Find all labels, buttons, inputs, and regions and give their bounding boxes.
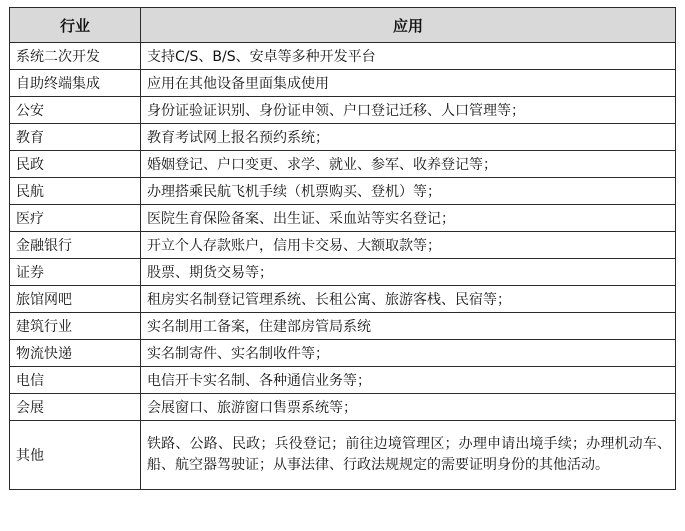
table-row xyxy=(10,313,676,340)
table-row xyxy=(10,340,676,367)
industry-cell: 建筑行业 xyxy=(10,313,141,340)
application-cell: 会展窗口、旅游窗口售票系统等； xyxy=(141,394,676,421)
table-row xyxy=(10,232,676,259)
application-cell: 应用在其他设备里面集成使用 xyxy=(141,70,676,97)
table-row xyxy=(10,43,676,70)
table-row xyxy=(10,367,676,394)
header-application: 应用 xyxy=(141,8,676,43)
industry-cell: 物流快递 xyxy=(10,340,141,367)
application-cell: 股票、期货交易等； xyxy=(141,259,676,286)
table-row xyxy=(10,124,676,151)
header-industry: 行业 xyxy=(10,8,141,43)
application-cell: 实名制用工备案，住建部房管局系统 xyxy=(141,313,676,340)
application-cell: 办理搭乘民航飞机手续（机票购买、登机）等； xyxy=(141,178,676,205)
industry-cell: 民政 xyxy=(10,151,141,178)
table-row xyxy=(10,151,676,178)
table-row xyxy=(10,70,676,97)
industry-cell: 系统二次开发 xyxy=(10,43,141,70)
application-cell: 实名制寄件、实名制收件等； xyxy=(141,340,676,367)
industry-cell: 金融银行 xyxy=(10,232,141,259)
application-cell: 铁路、公路、民政；兵役登记；前往边境管理区；办理申请出境手续；办理机动车、船、航空器驾驶证；从事法律、行政法规规定的需要证明身份的其他活动。 xyxy=(141,421,676,490)
table-row xyxy=(10,205,676,232)
table-row xyxy=(10,97,676,124)
table-row xyxy=(10,394,676,421)
industry-cell: 医疗 xyxy=(10,205,141,232)
industry-cell: 教育 xyxy=(10,124,141,151)
application-cell: 婚姻登记、户口变更、求学、就业、参军、收养登记等； xyxy=(141,151,676,178)
industry-cell: 公安 xyxy=(10,97,141,124)
industry-cell: 自助终端集成 xyxy=(10,70,141,97)
application-cell: 支持C/S、B/S、安卓等多种开发平台 xyxy=(141,43,676,70)
table-header-row xyxy=(10,8,676,43)
table-row xyxy=(10,259,676,286)
industry-application-table xyxy=(9,7,676,490)
industry-application-table-wrapper xyxy=(9,7,676,490)
industry-cell: 其他 xyxy=(10,421,141,490)
industry-cell: 民航 xyxy=(10,178,141,205)
industry-cell: 电信 xyxy=(10,367,141,394)
application-cell: 电信开卡实名制、各种通信业务等； xyxy=(141,367,676,394)
industry-cell: 旅馆网吧 xyxy=(10,286,141,313)
application-cell: 教育考试网上报名预约系统； xyxy=(141,124,676,151)
table-row xyxy=(10,286,676,313)
application-cell: 身份证验证识别、身份证申领、户口登记迁移、人口管理等； xyxy=(141,97,676,124)
application-cell: 开立个人存款账户，信用卡交易、大额取款等； xyxy=(141,232,676,259)
table-row xyxy=(10,421,676,490)
application-cell: 租房实名制登记管理系统、长租公寓、旅游客栈、民宿等； xyxy=(141,286,676,313)
industry-cell: 会展 xyxy=(10,394,141,421)
industry-cell: 证券 xyxy=(10,259,141,286)
application-cell: 医院生育保险备案、出生证、采血站等实名登记； xyxy=(141,205,676,232)
table-row xyxy=(10,178,676,205)
